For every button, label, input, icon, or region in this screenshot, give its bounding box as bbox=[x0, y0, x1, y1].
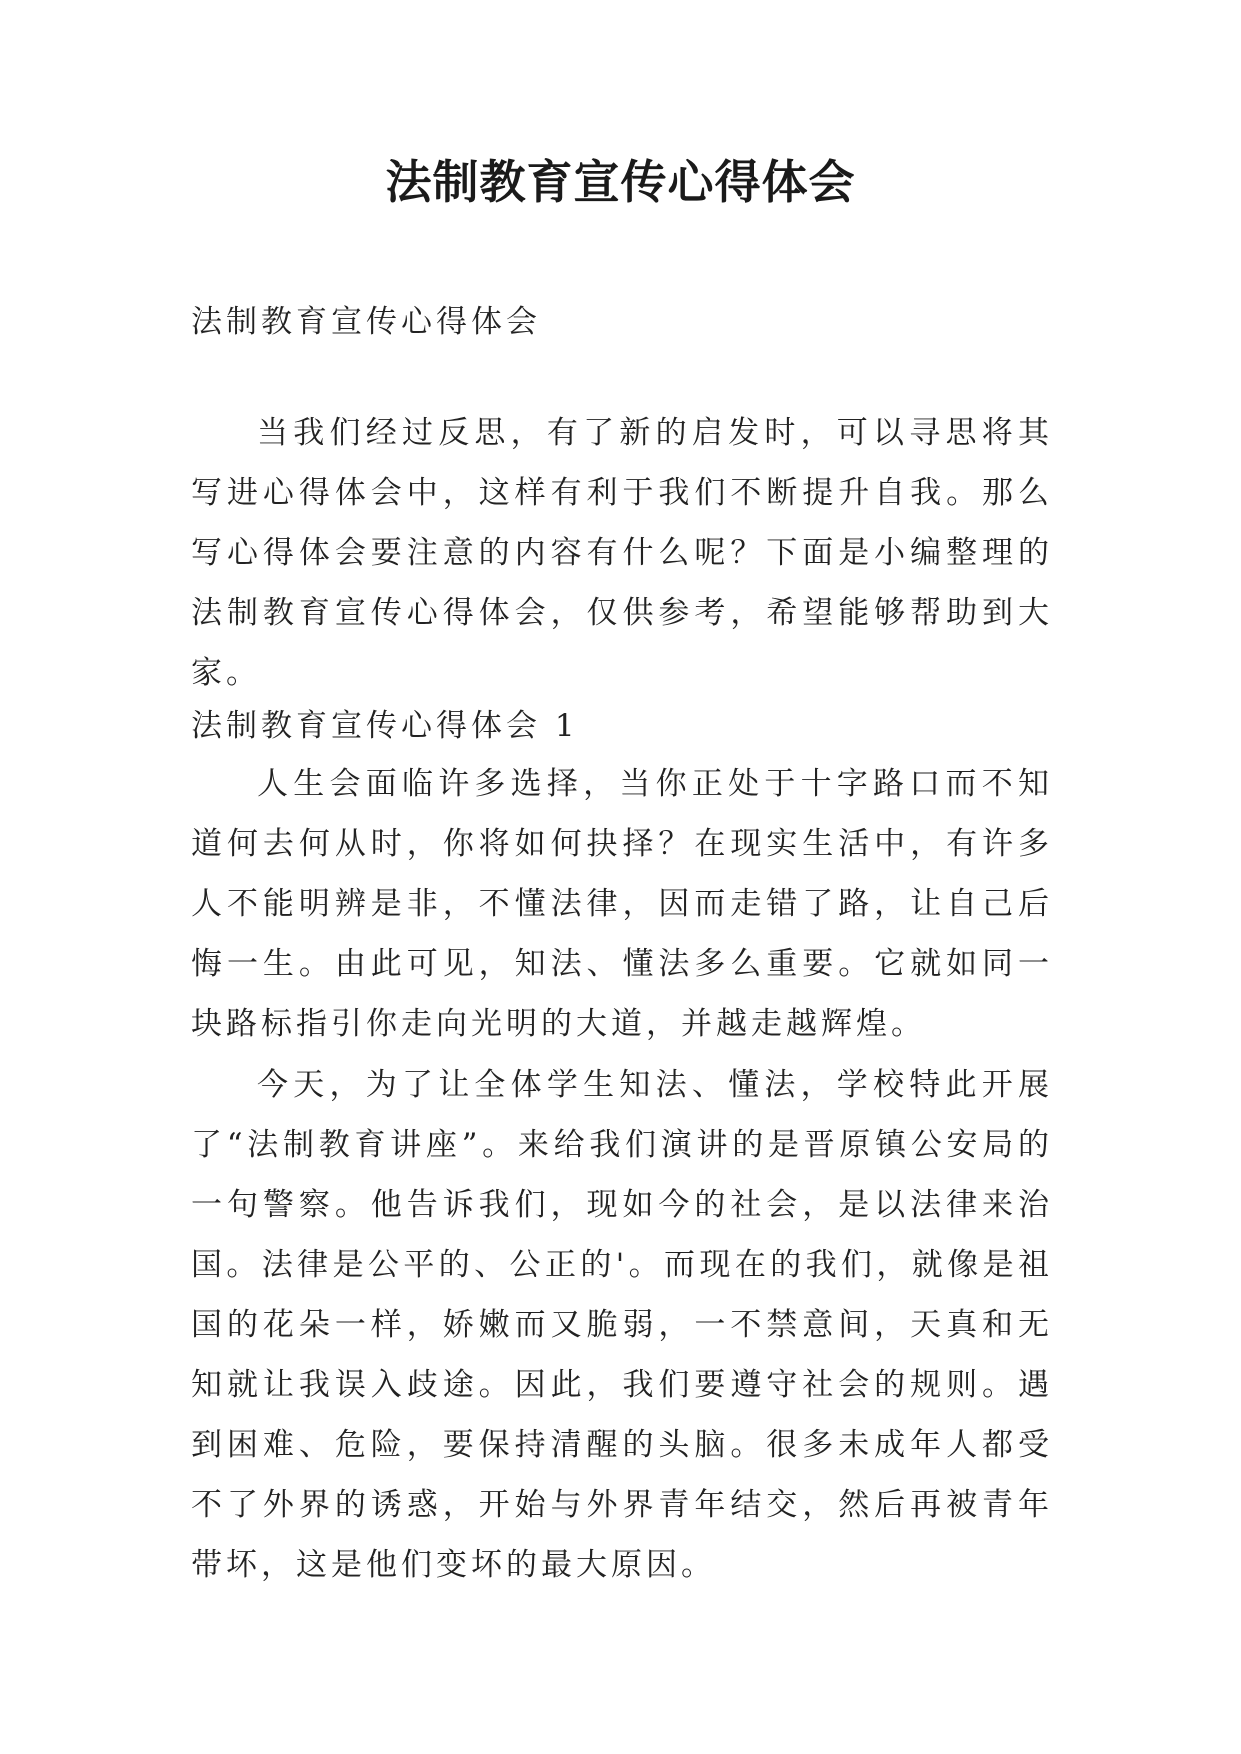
document-title: 法制教育宣传心得体会 bbox=[385, 155, 856, 209]
section-paragraph: 人生会面临许多选择，当你正处于十字路口而不知道何去何从时，你将如何抉择？在现实生活中，有许多人不能明辨是非，不懂法律，因而走错了路，让自己后悔一生。由此可见，知法、懂法多么重要。它就如同一块路标指引你走向光明的大道，并越走越辉煌。 bbox=[191, 766, 1053, 1042]
document-subtitle: 法制教育宣传心得体会 bbox=[191, 304, 541, 340]
section-heading: 法制教育宣传心得体会 1 bbox=[191, 708, 579, 744]
section-paragraph: 今天，为了让全体学生知法、懂法，学校特此开展了“法制教育讲座”。来给我们演讲的是晋原镇公安局的一句警察。他告诉我们，现如今的社会，是以法律来治国。法律是公平的、公正的'。而现在的我们，就像是祖国的花朵一样，娇嫩而又脆弱，一不禁意间，天真和无知就让我误入歧途。因此，我们要遵守社会的规则。遇到困难、危险，要保持清醒的头脑。很多未成年人都受不了外界的诱惑，开始与外界青年结交，然后再被青年带坏，这是他们变坏的最大原因。 bbox=[191, 1067, 1053, 1583]
intro-paragraph: 当我们经过反思，有了新的启发时，可以寻思将其写进心得体会中，这样有利于我们不断提升自我。那么写心得体会要注意的内容有什么呢？下面是小编整理的法制教育宣传心得体会，仅供参考，希望能够帮助到大家。 bbox=[191, 415, 1053, 691]
